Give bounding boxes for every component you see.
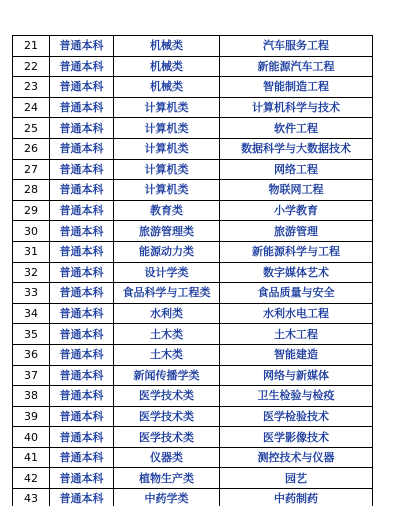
major-category-cell: 植物生产类 (114, 468, 220, 489)
row-number-cell: 28 (13, 180, 50, 201)
major-category-cell: 中药学类 (114, 489, 220, 506)
row-number-cell: 32 (13, 262, 50, 283)
row-number-cell: 41 (13, 447, 50, 468)
major-category-cell: 计算机类 (114, 159, 220, 180)
major-category-cell: 设计学类 (114, 262, 220, 283)
table-row (13, 180, 373, 201)
table-row (13, 118, 373, 139)
education-level-cell: 普通本科 (50, 303, 114, 324)
major-name-cell: 新能源科学与工程 (220, 241, 373, 262)
education-level-cell: 普通本科 (50, 262, 114, 283)
major-name-cell: 测控技术与仪器 (220, 447, 373, 468)
major-category-cell: 医学技术类 (114, 406, 220, 427)
row-number-cell: 43 (13, 489, 50, 506)
table-row (13, 241, 373, 262)
education-level-cell: 普通本科 (50, 159, 114, 180)
education-level-cell: 普通本科 (50, 283, 114, 304)
table-row (13, 138, 373, 159)
major-category-cell: 新闻传播学类 (114, 365, 220, 386)
education-level-cell: 普通本科 (50, 324, 114, 345)
row-number-cell: 38 (13, 386, 50, 407)
major-name-cell: 数字媒体艺术 (220, 262, 373, 283)
education-level-cell: 普通本科 (50, 138, 114, 159)
major-category-cell: 计算机类 (114, 138, 220, 159)
major-category-cell: 仪器类 (114, 447, 220, 468)
table-row (13, 283, 373, 304)
major-category-cell: 能源动力类 (114, 241, 220, 262)
table-row (13, 365, 373, 386)
row-number-cell: 40 (13, 427, 50, 448)
major-name-cell: 物联网工程 (220, 180, 373, 201)
row-number-cell: 26 (13, 138, 50, 159)
row-number-cell: 23 (13, 77, 50, 98)
row-number-cell: 37 (13, 365, 50, 386)
major-name-cell: 小学教育 (220, 200, 373, 221)
major-name-cell: 卫生检验与检疫 (220, 386, 373, 407)
education-level-cell: 普通本科 (50, 118, 114, 139)
major-name-cell: 智能制造工程 (220, 77, 373, 98)
education-level-cell: 普通本科 (50, 344, 114, 365)
row-number-cell: 22 (13, 56, 50, 77)
table-row (13, 447, 373, 468)
major-category-cell: 医学技术类 (114, 386, 220, 407)
education-level-cell: 普通本科 (50, 36, 114, 57)
row-number-cell: 21 (13, 36, 50, 57)
education-level-cell: 普通本科 (50, 221, 114, 242)
table-row (13, 77, 373, 98)
table-row (13, 97, 373, 118)
row-number-cell: 39 (13, 406, 50, 427)
row-number-cell: 27 (13, 159, 50, 180)
majors-table (12, 35, 373, 506)
major-name-cell: 水利水电工程 (220, 303, 373, 324)
education-level-cell: 普通本科 (50, 468, 114, 489)
major-category-cell: 机械类 (114, 36, 220, 57)
major-category-cell: 教育类 (114, 200, 220, 221)
education-level-cell: 普通本科 (50, 56, 114, 77)
major-category-cell: 土木类 (114, 344, 220, 365)
major-name-cell: 旅游管理 (220, 221, 373, 242)
table-row (13, 386, 373, 407)
education-level-cell: 普通本科 (50, 386, 114, 407)
table-row (13, 324, 373, 345)
major-category-cell: 计算机类 (114, 118, 220, 139)
table-body (13, 36, 373, 506)
major-name-cell: 土木工程 (220, 324, 373, 345)
major-category-cell: 旅游管理类 (114, 221, 220, 242)
table-row (13, 221, 373, 242)
major-category-cell: 食品科学与工程类 (114, 283, 220, 304)
row-number-cell: 36 (13, 344, 50, 365)
row-number-cell: 31 (13, 241, 50, 262)
row-number-cell: 29 (13, 200, 50, 221)
education-level-cell: 普通本科 (50, 97, 114, 118)
major-name-cell: 软件工程 (220, 118, 373, 139)
major-name-cell: 网络工程 (220, 159, 373, 180)
table-row (13, 427, 373, 448)
major-name-cell: 计算机科学与技术 (220, 97, 373, 118)
education-level-cell: 普通本科 (50, 180, 114, 201)
major-category-cell: 机械类 (114, 56, 220, 77)
education-level-cell: 普通本科 (50, 365, 114, 386)
major-name-cell: 汽车服务工程 (220, 36, 373, 57)
major-category-cell: 计算机类 (114, 180, 220, 201)
row-number-cell: 33 (13, 283, 50, 304)
major-name-cell: 医学影像技术 (220, 427, 373, 448)
table-row (13, 468, 373, 489)
education-level-cell: 普通本科 (50, 489, 114, 506)
table-row (13, 56, 373, 77)
education-level-cell: 普通本科 (50, 200, 114, 221)
education-level-cell: 普通本科 (50, 447, 114, 468)
major-category-cell: 机械类 (114, 77, 220, 98)
table-row (13, 406, 373, 427)
row-number-cell: 34 (13, 303, 50, 324)
education-level-cell: 普通本科 (50, 406, 114, 427)
major-category-cell: 土木类 (114, 324, 220, 345)
row-number-cell: 42 (13, 468, 50, 489)
major-name-cell: 医学检验技术 (220, 406, 373, 427)
major-name-cell: 园艺 (220, 468, 373, 489)
table-row (13, 36, 373, 57)
table-row (13, 159, 373, 180)
row-number-cell: 25 (13, 118, 50, 139)
row-number-cell: 24 (13, 97, 50, 118)
major-name-cell: 网络与新媒体 (220, 365, 373, 386)
major-name-cell: 食品质量与安全 (220, 283, 373, 304)
major-name-cell: 中药制药 (220, 489, 373, 506)
major-name-cell: 新能源汽车工程 (220, 56, 373, 77)
major-category-cell: 计算机类 (114, 97, 220, 118)
row-number-cell: 30 (13, 221, 50, 242)
major-category-cell: 水利类 (114, 303, 220, 324)
table-row (13, 303, 373, 324)
major-name-cell: 数据科学与大数据技术 (220, 138, 373, 159)
major-category-cell: 医学技术类 (114, 427, 220, 448)
row-number-cell: 35 (13, 324, 50, 345)
table-row (13, 262, 373, 283)
table-row (13, 200, 373, 221)
education-level-cell: 普通本科 (50, 427, 114, 448)
table-row (13, 344, 373, 365)
education-level-cell: 普通本科 (50, 241, 114, 262)
table-row (13, 489, 373, 506)
education-level-cell: 普通本科 (50, 77, 114, 98)
major-name-cell: 智能建造 (220, 344, 373, 365)
